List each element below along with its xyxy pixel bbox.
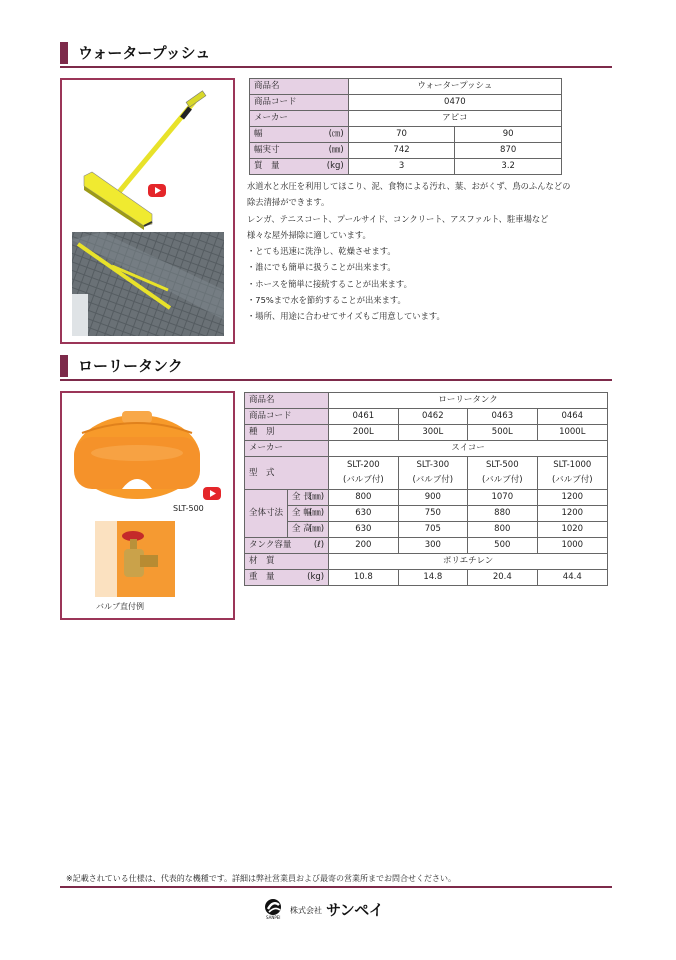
cell: 742 xyxy=(348,143,455,159)
cell: 880 xyxy=(468,506,537,522)
label-text: 幅実寸 xyxy=(254,145,280,155)
label-unit: (kg) xyxy=(326,161,344,171)
table-row xyxy=(250,143,562,159)
product-code-value: 0470 xyxy=(348,95,561,111)
maker-value: スイコー xyxy=(329,441,608,457)
table-row xyxy=(245,441,608,457)
label-unit: (㎜) xyxy=(308,508,325,518)
logo-company-name: サンペイ xyxy=(326,901,384,919)
row-label: 種 別 xyxy=(245,425,329,441)
table-row xyxy=(250,95,562,111)
label-unit: (㎜) xyxy=(328,145,344,155)
model-note: (バルブ付) xyxy=(412,475,454,485)
footer-divider xyxy=(60,886,612,888)
row-label: 商品コード xyxy=(250,95,349,111)
description-line: 様々な屋外掃除に適しています。 xyxy=(247,229,371,240)
product-name-value: ローリータンク xyxy=(329,393,608,409)
cell: 500 xyxy=(468,538,537,554)
rolly-tank-product-image xyxy=(74,411,200,499)
water-push-usage-photo xyxy=(72,232,224,336)
row-label xyxy=(250,159,349,175)
title-accent-bar xyxy=(60,355,68,377)
rolly-tank-spec-table xyxy=(244,392,608,586)
cell: 800 xyxy=(329,490,398,506)
label-unit: (㎜) xyxy=(308,492,325,502)
logo-romaji: SANPEI xyxy=(266,915,281,920)
material-value: ポリエチレン xyxy=(329,554,608,570)
cell: 870 xyxy=(455,143,562,159)
row-label: 材 質 xyxy=(245,554,329,570)
model-note: (バルブ付) xyxy=(343,475,384,485)
row-label: メーカー xyxy=(250,111,349,127)
youtube-icon[interactable] xyxy=(148,184,166,197)
logo-mark-icon xyxy=(264,898,288,916)
section-title-rolly-tank xyxy=(60,355,612,381)
cell: 44.4 xyxy=(537,570,607,586)
label-text: 重 量 xyxy=(249,572,275,582)
cell: 200 xyxy=(329,538,398,554)
label-unit: (㎜) xyxy=(308,524,325,534)
description-line: ・75%まで水を節約することが出来ます。 xyxy=(247,295,406,306)
table-row xyxy=(245,522,608,538)
cell: 200L xyxy=(329,425,398,441)
cell: 1200 xyxy=(537,490,607,506)
company-logo xyxy=(264,898,414,920)
cell: 14.8 xyxy=(398,570,467,586)
cell: 0462 xyxy=(398,409,467,425)
label-text: 全 高 xyxy=(292,524,312,534)
cell: 500L xyxy=(468,425,537,441)
cell: 0461 xyxy=(329,409,398,425)
label-text: 全 長 xyxy=(292,492,312,502)
section-heading: ローリータンク xyxy=(78,357,183,375)
table-row xyxy=(245,570,608,586)
title-accent-bar xyxy=(60,42,68,64)
cell: 90 xyxy=(455,127,562,143)
description-line: ・とても迅速に洗浄し、乾燥させます。 xyxy=(247,246,396,257)
model-cell xyxy=(537,457,607,490)
description-line: 除去清掃ができます。 xyxy=(247,197,330,208)
water-push-spec-table xyxy=(249,78,562,175)
row-label: 商品名 xyxy=(250,79,349,95)
row-label: 商品コード xyxy=(245,409,329,425)
water-push-description xyxy=(247,178,607,325)
cell: 900 xyxy=(398,490,467,506)
cell: 630 xyxy=(329,506,398,522)
label-unit: (ℓ) xyxy=(313,540,325,550)
table-row xyxy=(245,538,608,554)
tank-model-caption: SLT-500 xyxy=(173,504,204,513)
rolly-tank-illustration xyxy=(62,393,233,618)
description-line: レンガ、テニスコート、プールサイド、コンクリート、アスファルト、駐車場など xyxy=(247,213,549,224)
row-label: 商品名 xyxy=(245,393,329,409)
model-note: (バルブ付) xyxy=(551,475,593,485)
table-row xyxy=(245,457,608,490)
valve-photo xyxy=(95,521,175,597)
label-text: 幅 xyxy=(254,129,263,139)
table-row xyxy=(245,506,608,522)
table-row xyxy=(245,393,608,409)
cell: 70 xyxy=(348,127,455,143)
section-title-water-push xyxy=(60,42,612,68)
youtube-icon[interactable] xyxy=(203,487,221,500)
rolly-tank-photo-box xyxy=(60,391,235,620)
cell: 800 xyxy=(468,522,537,538)
description-line: ・誰にでも簡単に扱うことが出来ます。 xyxy=(247,262,396,273)
table-row xyxy=(245,554,608,570)
cell: 1200 xyxy=(537,506,607,522)
cell: 1000L xyxy=(537,425,607,441)
cell: 3 xyxy=(348,159,455,175)
cell: 3.2 xyxy=(455,159,562,175)
cell: 1020 xyxy=(537,522,607,538)
model-name: SLT-300 xyxy=(416,460,450,470)
valve-caption: バルブ直付例 xyxy=(96,602,144,611)
row-label xyxy=(245,538,329,554)
label-unit: (㎝) xyxy=(328,129,344,139)
water-push-product-image xyxy=(84,91,206,230)
cell: 10.8 xyxy=(329,570,398,586)
model-note: (バルブ付) xyxy=(481,475,523,485)
table-row xyxy=(245,425,608,441)
model-name: SLT-200 xyxy=(346,460,380,470)
row-label xyxy=(245,570,329,586)
label-text: 全 幅 xyxy=(292,508,312,518)
water-push-illustration xyxy=(62,80,233,342)
model-cell xyxy=(398,457,467,490)
dims-group-label: 全体寸法 xyxy=(245,490,288,538)
description-line: ・ホースを簡単に接続することが出来ます。 xyxy=(247,278,412,289)
water-push-photo-box xyxy=(60,78,235,344)
row-label xyxy=(288,506,329,522)
table-row xyxy=(250,79,562,95)
label-unit: (kg) xyxy=(307,572,325,582)
row-label xyxy=(250,143,349,159)
cell: 0463 xyxy=(468,409,537,425)
row-label xyxy=(288,522,329,538)
cell: 300 xyxy=(398,538,467,554)
cell: 1070 xyxy=(468,490,537,506)
model-name: SLT-500 xyxy=(485,460,519,470)
description-line: ・場所、用途に合わせてサイズもご用意しています。 xyxy=(247,311,445,322)
product-name-value: ウォータープッシュ xyxy=(348,79,561,95)
logo-company-type: 株式会社 xyxy=(290,906,322,915)
maker-value: アピコ xyxy=(348,111,561,127)
table-row xyxy=(250,127,562,143)
model-name: SLT-1000 xyxy=(553,460,592,470)
model-cell xyxy=(468,457,537,490)
table-row xyxy=(245,490,608,506)
cell: 630 xyxy=(329,522,398,538)
description-line: 水道水と水圧を利用してほこり、泥、食物による汚れ、葉、おがくず、鳥のふんなどの xyxy=(247,181,571,191)
cell: 705 xyxy=(398,522,467,538)
cell: 300L xyxy=(398,425,467,441)
row-label: メーカー xyxy=(245,441,329,457)
cell: 0464 xyxy=(537,409,607,425)
section-heading: ウォータープッシュ xyxy=(78,44,211,62)
row-label xyxy=(288,490,329,506)
model-cell xyxy=(329,457,398,490)
row-label: 型 式 xyxy=(245,457,329,490)
label-text: 質 量 xyxy=(254,161,280,171)
label-text: タンク容量 xyxy=(249,540,292,550)
table-row xyxy=(245,409,608,425)
footer-note: ※記載されている仕様は、代表的な機種です。詳細は弊社営業員および最寄の営業所までお問合せください。 xyxy=(66,874,457,883)
cell: 1000 xyxy=(537,538,607,554)
cell: 750 xyxy=(398,506,467,522)
cell: 20.4 xyxy=(468,570,537,586)
row-label xyxy=(250,127,349,143)
table-row xyxy=(250,111,562,127)
table-row xyxy=(250,159,562,175)
